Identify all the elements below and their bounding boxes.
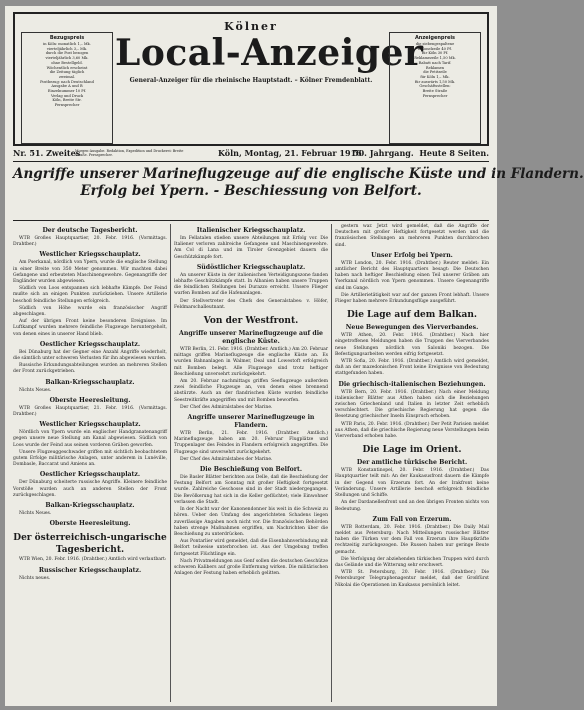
subscription-price-line: Verlag und Druck [50,93,84,98]
advertising-price-line: für auswärts 1,50 Mk. [414,79,456,84]
subscription-price-line: Köln, Breite Str. [52,98,82,103]
headline-line-1: Angriffe unserer Marineflugzeuge auf die englische Küste und in Flandern. [13,166,584,182]
column-divider-2 [331,224,332,702]
column-3 [335,224,489,702]
article-section-heading: Oberste Heeresleitung. [49,396,131,404]
article-section-heading: Zum Fall von Erzerum. [372,515,452,523]
article-paragraph: WTB St. Petersburg, 20. Febr. 1916. (Drahtber.) Die Petersburger Telegraphenagentur meldet, daß der Großfürst Nikolai die Operationen im Kaukasus persönlich leitet. [335,570,489,588]
subscription-price-line: Postbezug: nach Deutschland [40,79,94,84]
article-section-heading: Westlicher Kriegsschauplatz. [39,251,141,259]
masthead-city: Kölner [224,20,278,33]
article-paragraph: An der Dardanellenfront und an den übrigen Fronten nichts von Bedeutung. [335,500,489,512]
article-paragraph: WTB Athen, 20. Febr. 1916. (Drahtber.) Nach hier eingetroffenen Meldungen haben die Truppen des Vierverbandes neue Stellungen nördlich von Saloniki bezogen. Die Befestigungsarbeiten werden eifrig fortgesetzt. [335,333,489,357]
advertising-price-line: die Petitzeile [423,70,447,75]
article-section-heading: Oberste Heeresleitung. [49,520,131,528]
article-paragraph: Im Fellatalen stießen unsere Abteilungen mit Erfolg vor. Die Italiener verloren zahlreiche Gefangene und Maschinengewehre. Am Col di Lana und im Tiroler Grenzgebiet dauern die Geschützkämpfe fort. [174,236,328,260]
article-paragraph: WTB Berlin, 21. Febr. 1916. (Drahtber. Amtlich.) Marineflugzeuge haben am 20. Februar Flugplätze und Truppenlager des Feindes in Flandern erfolgreich angegriffen. Die Flugzeuge sind unversehrt zurückgekehrt. [174,431,328,455]
article-paragraph: Südlich von Loos entspannen sich lebhafte Kämpfe. Der Feind mußte sich an einigen Punkten zurückziehen. Unsere Artillerie beschoß feindliche Stellungen erfolgreich. [13,286,167,304]
subscription-price-lines [25,42,109,108]
article-section-heading: Westlicher Kriegsschauplatz. [39,421,141,429]
article-section-heading: Russischer Kriegsschauplatz. [38,566,142,574]
article-paragraph: Der Chef des Admiralstabes der Marine. [180,404,273,410]
subscription-price-line: zweimal. [58,74,76,79]
article-paragraph: Die Basler Blätter berichten aus Delle, daß die Beschießung der Festung Belfort am Sonntag mit großer Heftigkeit fortgesetzt wurde. Zahlreiche Geschosse sind in der Stadt niedergegangen. Die Bevölkerung hat sich in die Keller geflüchtet; viele Einwohner verlassen die Stadt. [174,475,328,505]
article-paragraph: Der Stellvertreter des Chefs des Generalstabes: v. Höfer, Feldmarschalleutnant. [174,298,328,310]
issue-number: Nr. 51. Zweites [13,148,81,158]
newspaper-page [5,6,584,706]
article-paragraph: Am 20. Februar nachmittags griffen Seeflugzeuge außerdem zwei feindliche Flugzeuge an, von denen eines brennend abstürzte. Auch an der flandrischen Küste wurden feindliche Seestreitkräfte angegriffen und mit Bomben beworfen. [174,379,328,403]
article-paragraph: Der Dünaburg scheiterte russische Angriffe. Kleinere feindliche Vorstöße wurden auch an anderen Stellen der Front zurückgeschlagen. [13,480,167,498]
article-paragraph: Auf der übrigen Front keine besonderen Ereignisse. Im Luftkampf wurden mehrere feindliche Flugzeuge heruntergeholt, von denen eines in unserer Hand blieb. [13,319,167,337]
column-1 [13,224,167,702]
article-paragraph: Bei Dünaburg hat der Gegner eine Anzahl Angriffe wiederholt, die sämtlich unter schweren Verlusten für ihn abgewiesen wurden. [13,349,167,362]
article-paragraph: Nach Privatmeldungen aus Genf sollen die deutschen Geschütze schweren Kalibers auf große Entfernung wirken. Die militärischen Anlagen der Festung haben erheblich gelitten. [174,558,328,577]
article-paragraph: Russische Erkundungsabteilungen wurden an mehreren Stellen der Front zurückgetrieben. [13,363,167,375]
advertising-price-line: Reklamen [425,65,445,70]
article-paragraph: Am Pserkanal, nördlich von Ypern, wurde die englische Stellung in einer Breite von 350 Meter genommen. Wir machten dabei Gefangene und erbeuteten Maschinengewehre. Gegenangriffe der Engländer wurden abgewiesen. [13,260,167,285]
advertising-price-lines [393,42,477,98]
subscription-price-line: Wöchentlich erscheint [46,65,88,70]
newspaper-title: Local-Anzeiger [115,32,424,74]
article-paragraph: Südlich von Höhe wurde ein französischer Angriff abgeschlagen. [13,305,167,318]
article-paragraph: gestern war. Jetzt wird gemeldet, daß die Angriffe der Deutschen mit großer Heftigkeit fortgesetzt werden und die französischen Stellungen an mehreren Punkten durchbrochen sind. [335,224,489,248]
article-paragraph: Nichts Neues. [19,511,52,517]
advertising-price-title: Anzeigenpreis [414,35,456,41]
main-headline [13,166,584,200]
article-section-heading: Die Beschießung von Belfort. [199,466,303,474]
advertising-price-line: Kolonelzeile 40 Pf. [418,46,452,51]
article-paragraph: Nichts Neues. [19,387,52,393]
article-paragraph: WTB Bern, 20. Febr. 1916. (Drahtber.) Nach einer Meldung italienischer Blätter aus Athen haben sich die Beziehungen zwischen Griechenland und Italien in letzter Zeit erheblich verschlechtert. Die griechische Regierung hat gegen die Besetzung griechischer Inseln Einspruch erhoben. [335,389,489,420]
article-section-heading: Der amtliche türkische Bericht. [356,459,468,467]
subscription-price-line: Fernsprecher [54,103,80,108]
advertising-price-line: Fernsprecher [422,93,448,98]
article-paragraph: WTB Paris, 20. Febr. 1916. (Drahtber.) Der Petit Parisien meldet aus Athen, daß die griechische Regierung neue Vorstellungen beim Vierverband erhoben habe. [335,421,489,440]
article-section-heading: Balkan-Kriegsschauplatz. [45,502,135,510]
advertising-price-line: für Köln 1,– Mk. [420,74,450,79]
advertising-price-line: die siebengespaltene [415,42,455,46]
subscription-price-line: Ausgabe A und B [51,84,83,89]
advertising-price-line: für Köln 30 Pf. [421,51,449,56]
article-section-heading: Der deutsche Tagesbericht. [42,227,138,234]
subscription-price-line: die Zeitung täglich [49,70,85,75]
article-paragraph: WTB Großes Hauptquartier, 20. Febr. 1916. (Vormittags. Drahtber.) [13,236,167,248]
article-paragraph: WTB Rotterdam, 20. Febr. 1916. (Drahtber.) Die Daily Mail meldet aus Petersburg: Nach Mitteilungen russischer Blätter haben die Türken vor dem Fall von Erzerum ihre Hauptkräfte rechtzeitig zurückgezogen. Die Russen haben nur geringe Beute gemacht. [335,524,489,555]
article-section-heading: Unser Erfolg bei Ypern. [371,251,453,259]
article-paragraph: WTB London, 20. Febr. 1916. (Drahtber.) Reuter meldet: Ein amtlicher Bericht des Hauptquartiers besagt: Die Deutschen haben nach heftiger Beschießung einen Teil unserer Gräben am Yserkanal nördlich von Ypern genommen. Unsere Gegenangriffe sind im Gange. [335,260,489,291]
issue-edition-note: Morgen-Ausgabe. Redaktion, Expedition und Druckerei: Breite Straße. Fernsprecher. [75,149,184,157]
subscription-price-line: in Köln: monatlich 1,– Mk. [43,42,91,46]
advertising-price-line: Breite Straße [422,89,448,94]
subscription-price-line: vierteljährlich 3,60 Mk. [45,56,89,61]
headline-line-2: Erfolg bei Ypern. - Beschiessung von Belfort. [80,183,422,199]
subscription-price-line: ohne Bestellgeld. [51,60,83,65]
subscription-price-line: Einzelnummer 10 Pf. [47,89,87,94]
article-paragraph: Die Verfolgung der abziehenden türkischen Truppen wird durch das Gelände und die Witterung sehr erschwert. [335,556,489,568]
article-section-heading: Neue Bewegungen des Vierverbandes. [345,324,479,332]
subscription-price-title: Bezugspreis [49,35,85,41]
advertising-price-line: Rabatt nach Tarif. [418,60,452,65]
article-main-heading: Der österreichisch-ungarische Tagesbericht. [13,533,167,556]
article-section-heading: Oestlicher Kriegsschauplatz. [39,340,141,348]
issue-year: 50. Jahrgang. [353,148,414,158]
article-paragraph: Aus Pontarlier wird gemeldet, daß die Eisenbahnverbindung mit Belfort teilweise unterbrochen ist. Aus der Umgebung treffen fortgesetzt Flüchtlinge ein. [174,539,328,557]
article-paragraph: Nördlich von Ypern wurde ein englischer Handgranatenangriff gegen unsere neue Stellung am Kanal abgewiesen. Südlich von Loos wurde der Feind aus seinen vorderen Gräben geworfen. [13,430,167,448]
newspaper-subtitle: General-Anzeiger für die rheinische Hauptstadt. – Kölner Fremdenblatt. [129,77,373,84]
advertising-price-line: Geschäftsstellen: [419,84,451,89]
article-main-heading: Von der Westfront. [203,316,299,327]
article-section-heading: Angriffe unserer Marineflugzeuge auf die englische Küste. [179,330,323,346]
article-paragraph: Nichts neues. [19,575,51,581]
article-main-heading: Die Lage im Orient. [362,445,462,456]
masthead [13,12,489,146]
article-paragraph: An unserer Küste in der italienischen Verteidigungszone fanden lebhafte Geschützkämpfe statt. In Albanien haben unsere Truppen die feindlichen Stellungen bei Durazzo erreicht. Unsere Flieger warfen Bomben auf die Hafenanlagen. [174,272,328,297]
subscription-price-line: vierteljährlich 3,– Mk. [46,46,88,51]
advertising-price-box [389,32,481,144]
issue-info-bar [13,148,489,162]
column-divider-1 [170,224,171,702]
subscription-price-box [21,32,113,144]
article-paragraph: WTB Großes Hauptquartier, 21. Febr. 1916. (Vormittags. Drahtber.) [13,405,167,418]
issue-page-count: Heute 8 Seiten. [419,148,489,158]
masthead-center [115,18,424,84]
column-2 [174,224,328,702]
issue-date: Köln, Montag, 21. Februar 1916 [218,148,362,158]
article-paragraph: Die Artillerietätigkeit war auf der ganzen Front lebhaft. Unsere Flieger haben mehrere Erkundungsflüge ausgeführt. [335,292,489,305]
headline-rule [13,220,489,221]
article-section-heading: Balkan-Kriegsschauplatz. [45,378,135,386]
advertising-price-line: Reklamezeile 1,50 Mk. [414,56,456,61]
article-paragraph: WTB Sofia, 20. Febr. 1916. (Drahtber.) Amtlich wird gemeldet, daß an der mazedonischen Front keine Ereignisse von Bedeutung stattgefunden haben. [335,359,489,377]
article-paragraph: WTB Konstantinopel, 20. Febr. 1916. (Drahtber.) Das Hauptquartier teilt mit: An der Kaukasusfront dauern die Kämpfe in der Gegend von Erzerum fort. An der Irakfront keine Veränderung. Unsere Artillerie beschoß erfolgreich feindliche Stellungen und Schiffe. [335,468,489,499]
subscription-price-line: durch die Post bezogen [45,51,89,56]
article-section-heading: Italienischer Kriegsschauplatz. [196,227,306,234]
article-paragraph: In der Nacht war der Kanonendonner bis weit in die Schweiz zu hören. Ueber den Umfang des angerichteten Schadens liegen zuverlässige Angaben noch nicht vor. Die französischen Behörden haben strenge Maßnahmen ergriffen, um Nachrichten über die Beschießung zu unterdrücken. [174,507,328,537]
article-section-heading: Südöstlicher Kriegsschauplatz. [196,263,306,271]
article-paragraph: Unsere Flugzeuggeschwader griffen mit sichtlich beobachtetem gutem Erfolge militärische Anlagen, unter anderem in Lunéville, Dombasle, Baccarat und Amiens an. [13,449,167,468]
article-section-heading: Oestlicher Kriegsschauplatz. [39,471,141,479]
article-paragraph: WTB Wien, 20. Febr. 1916. (Drahtber.) Amtlich wird verlautbart: [19,557,167,563]
article-paragraph: Der Chef des Admiralstabes der Marine. [180,456,273,462]
article-main-heading: Die Lage auf dem Balkan. [346,310,478,321]
article-section-heading: Angriffe unserer Marineflugzeuge in Flandern. [187,414,315,430]
article-paragraph: WTB Berlin, 21. Febr. 1916. (Drahtber. Amtlich.) Am 20. Februar mittags griffen Marineflugzeuge die englische Küste an. Es wurden Bahnanlagen in Walmer, Deal und Lowestoft erfolgreich mit Bomben belegt. Alle Flugzeuge sind trotz heftiger Beschießung unversehrt zurückgekehrt. [174,347,329,377]
article-section-heading: Die griechisch-italienischen Beziehungen. [338,380,486,388]
